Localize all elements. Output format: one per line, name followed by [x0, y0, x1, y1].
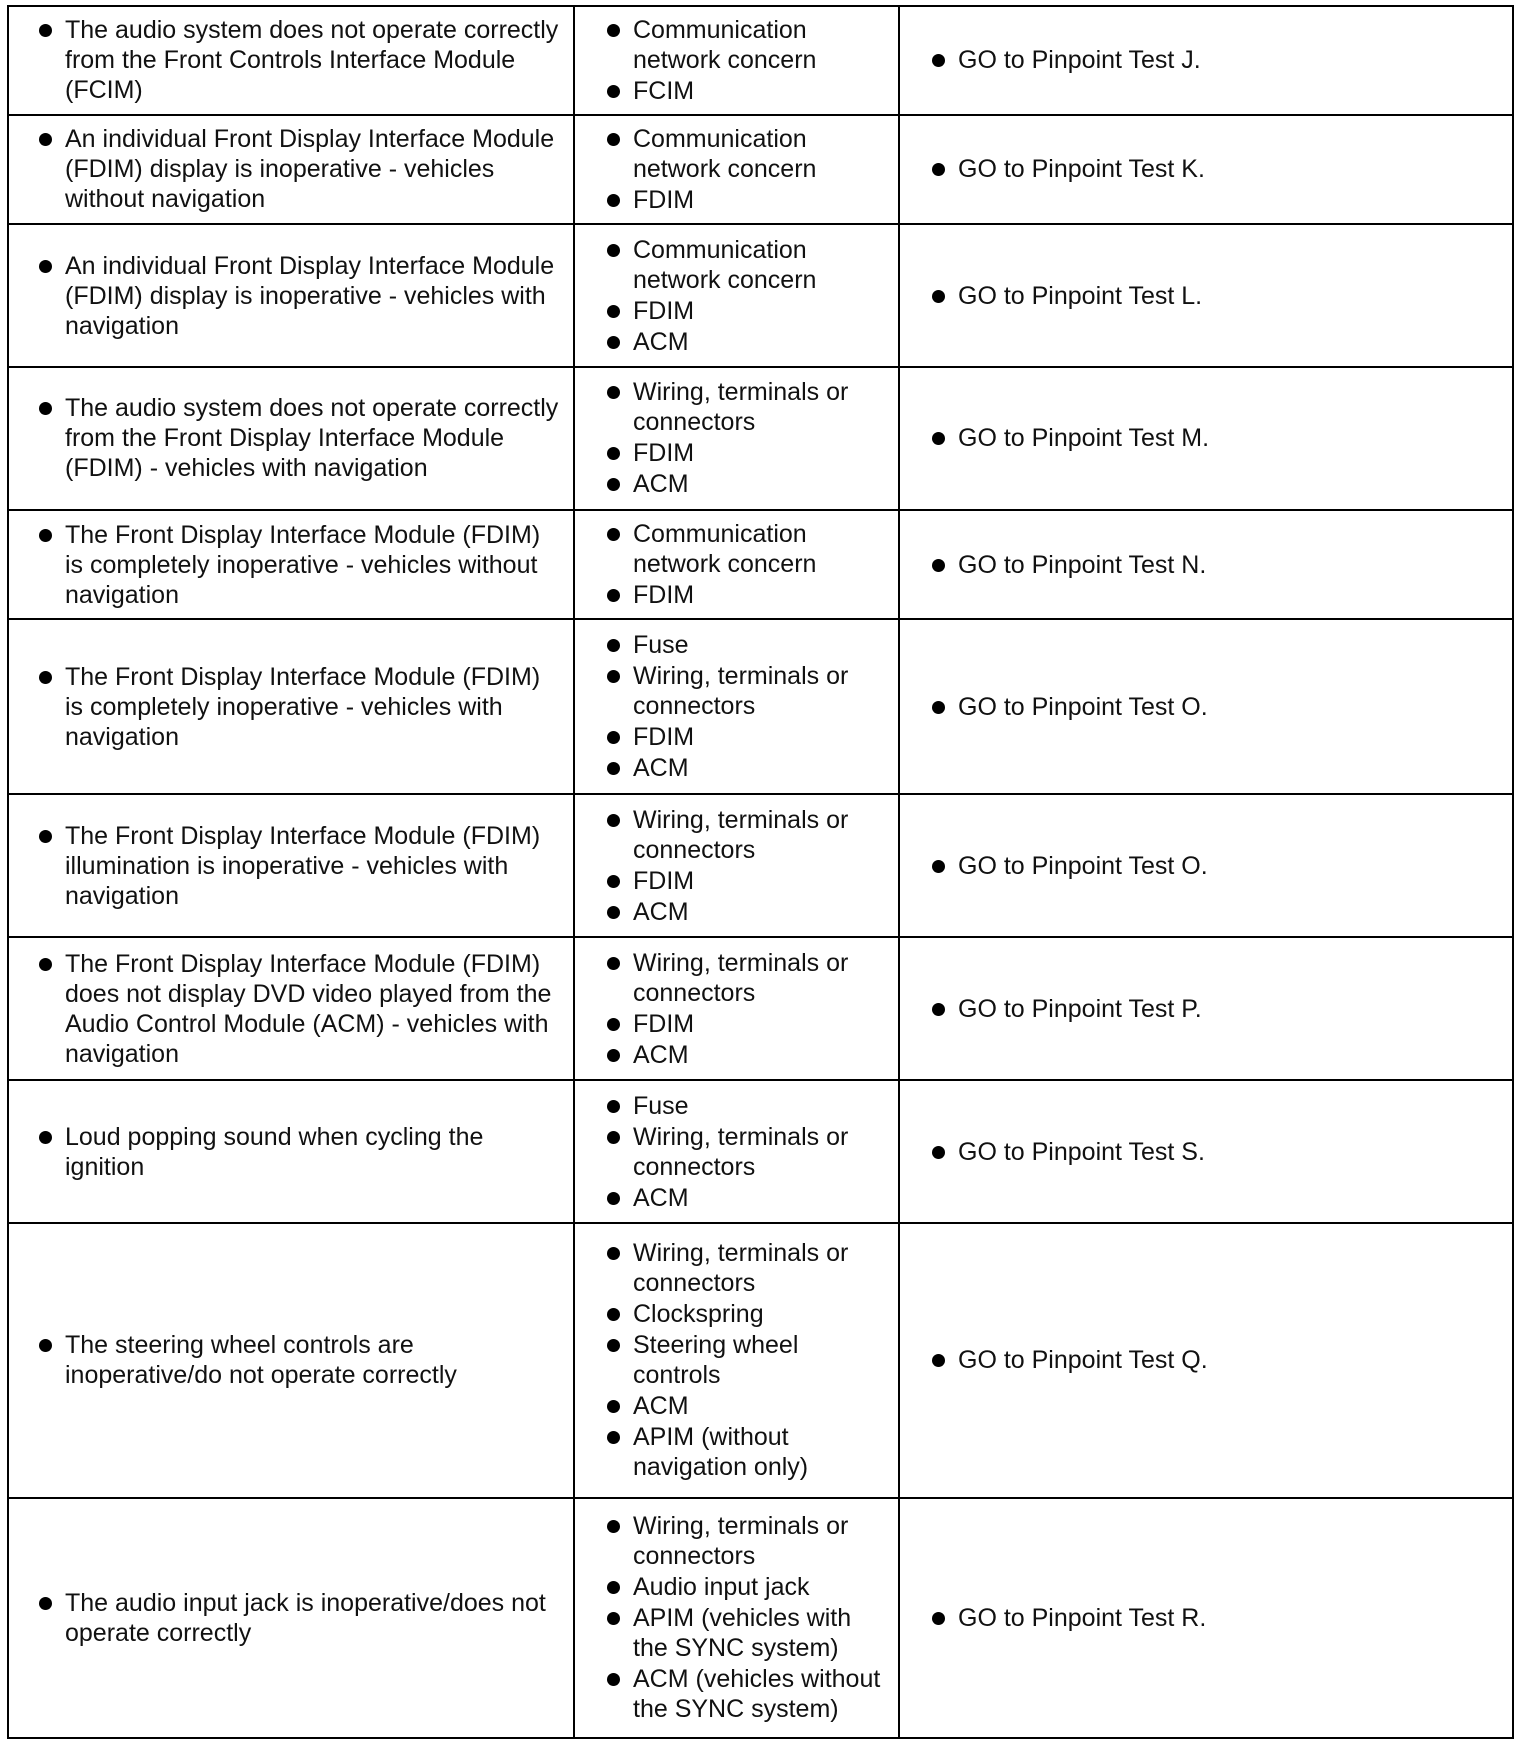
- possible-sources-cell: [574, 367, 899, 510]
- bullet-icon: [607, 85, 620, 98]
- table-row: [8, 224, 1513, 367]
- possible-source-item: [633, 124, 892, 184]
- bullet-icon: [607, 447, 620, 460]
- action-item-text: GO to Pinpoint Test P.: [958, 994, 1202, 1023]
- bullet-icon: [607, 589, 620, 602]
- possible-source-item-text: Communication network concern: [633, 235, 817, 294]
- possible-source-item-text: Fuse: [633, 1091, 689, 1120]
- table-row: [8, 794, 1513, 937]
- action-item-text: GO to Pinpoint Test O.: [958, 692, 1208, 721]
- symptom-list: [9, 393, 573, 483]
- bullet-icon: [39, 529, 52, 542]
- possible-source-item-text: Wiring, terminals or connectors: [633, 378, 849, 437]
- bullet-icon: [607, 528, 620, 541]
- possible-sources-list: [575, 124, 898, 215]
- table-row: [8, 619, 1513, 794]
- possible-sources-cell: [574, 510, 899, 620]
- bullet-icon: [932, 559, 945, 572]
- possible-source-item-text: ACM: [633, 897, 689, 926]
- action-item-text: GO to Pinpoint Test O.: [958, 851, 1208, 880]
- symptom-item: [65, 124, 565, 214]
- possible-source-item: [633, 805, 892, 865]
- symptom-cell: [8, 1080, 574, 1223]
- bullet-icon: [607, 762, 620, 775]
- symptom-list: [9, 1330, 573, 1390]
- possible-source-item: [633, 580, 892, 610]
- table-row: [8, 6, 1513, 115]
- possible-source-item-text: Wiring, terminals or connectors: [633, 948, 849, 1007]
- possible-source-item-text: Wiring, terminals or connectors: [633, 1122, 849, 1181]
- bullet-icon: [607, 1673, 620, 1686]
- symptom-cell: [8, 115, 574, 225]
- possible-sources-list: [575, 15, 898, 106]
- possible-source-item-text: Wiring, terminals or connectors: [633, 1239, 849, 1298]
- possible-source-item: [633, 753, 892, 783]
- possible-source-item-text: FDIM: [633, 296, 695, 325]
- symptom-item-text: The Front Display Interface Module (FDIM) is completely inoperative - vehicles with navigation: [65, 662, 541, 751]
- bullet-icon: [607, 1131, 620, 1144]
- action-item-text: GO to Pinpoint Test J.: [958, 46, 1201, 75]
- bullet-icon: [39, 1339, 52, 1352]
- action-item-text: GO to Pinpoint Test Q.: [958, 1346, 1208, 1375]
- bullet-icon: [39, 24, 52, 37]
- table-row: [8, 1080, 1513, 1223]
- possible-sources-list: [575, 235, 898, 357]
- action-cell: [899, 115, 1513, 225]
- bullet-icon: [607, 305, 620, 318]
- action-item: [958, 281, 1512, 311]
- symptom-item-text: The steering wheel controls are inoperative/do not operate correctly: [65, 1331, 457, 1390]
- possible-source-item: [633, 519, 892, 579]
- bullet-icon: [607, 1308, 620, 1321]
- bullet-icon: [932, 860, 945, 873]
- action-item: [958, 45, 1512, 75]
- action-item: [958, 1137, 1512, 1167]
- table-row: [8, 367, 1513, 510]
- action-item-text: GO to Pinpoint Test K.: [958, 155, 1205, 184]
- bullet-icon: [607, 1100, 620, 1113]
- bullet-icon: [607, 1192, 620, 1205]
- bullet-icon: [607, 1612, 620, 1625]
- action-list: [900, 1603, 1512, 1633]
- symptom-list: [9, 520, 573, 610]
- bullet-icon: [607, 386, 620, 399]
- action-list: [900, 1345, 1512, 1375]
- symptom-item-text: An individual Front Display Interface Module (FDIM) display is inoperative - vehicles with navigation: [65, 251, 555, 340]
- bullet-icon: [39, 958, 52, 971]
- bullet-icon: [607, 1049, 620, 1062]
- action-cell: [899, 1223, 1513, 1498]
- symptom-list: [9, 949, 573, 1069]
- possible-source-item: [633, 235, 892, 295]
- bullet-icon: [932, 1003, 945, 1016]
- possible-source-item: [633, 1603, 892, 1663]
- symptom-list: [9, 1588, 573, 1648]
- bullet-icon: [932, 1146, 945, 1159]
- symptom-list: [9, 662, 573, 752]
- symptom-item: [65, 1588, 565, 1648]
- possible-sources-list: [575, 519, 898, 610]
- possible-sources-list: [575, 1091, 898, 1213]
- possible-sources-cell: [574, 6, 899, 115]
- action-cell: [899, 1080, 1513, 1223]
- bullet-icon: [39, 1597, 52, 1610]
- action-item: [958, 154, 1512, 184]
- symptom-cell: [8, 510, 574, 620]
- bullet-icon: [932, 163, 945, 176]
- bullet-icon: [607, 133, 620, 146]
- symptom-list: [9, 15, 573, 105]
- possible-source-item: [633, 661, 892, 721]
- action-cell: [899, 510, 1513, 620]
- possible-source-item-text: ACM: [633, 754, 689, 783]
- symptom-item: [65, 821, 565, 911]
- symptom-item: [65, 15, 565, 105]
- action-list: [900, 994, 1512, 1024]
- action-list: [900, 550, 1512, 580]
- possible-sources-cell: [574, 794, 899, 937]
- possible-source-item-text: Audio input jack: [633, 1573, 810, 1602]
- bullet-icon: [932, 432, 945, 445]
- bullet-icon: [607, 670, 620, 683]
- bullet-icon: [607, 731, 620, 744]
- possible-source-item: [633, 1511, 892, 1571]
- possible-source-item-text: Fuse: [633, 631, 689, 660]
- symptom-cell: [8, 1498, 574, 1738]
- possible-source-item: [633, 1238, 892, 1298]
- symptom-list: [9, 124, 573, 214]
- possible-source-item-text: FDIM: [633, 1009, 695, 1038]
- possible-sources-list: [575, 377, 898, 499]
- action-list: [900, 851, 1512, 881]
- possible-source-item: [633, 1664, 892, 1724]
- symptom-item: [65, 520, 565, 610]
- possible-source-item-text: APIM (vehicles with the SYNC system): [633, 1604, 852, 1663]
- symptom-item: [65, 949, 565, 1069]
- possible-source-item: [633, 1091, 892, 1121]
- table-row: [8, 1498, 1513, 1738]
- symptom-item-text: The Front Display Interface Module (FDIM) does not display DVD video played from the Audio Control Module (ACM) - vehicles with navigation: [65, 949, 552, 1068]
- action-item: [958, 851, 1512, 881]
- bullet-icon: [607, 906, 620, 919]
- symptom-item: [65, 251, 565, 341]
- possible-source-item-text: FDIM: [633, 866, 695, 895]
- bullet-icon: [932, 290, 945, 303]
- table-row: [8, 510, 1513, 620]
- possible-source-item-text: Communication network concern: [633, 124, 817, 183]
- possible-source-item: [633, 866, 892, 896]
- bullet-icon: [39, 1131, 52, 1144]
- possible-source-item-text: FDIM: [633, 185, 695, 214]
- symptom-list: [9, 1122, 573, 1182]
- possible-source-item-text: Communication network concern: [633, 520, 817, 579]
- possible-source-item-text: Wiring, terminals or connectors: [633, 805, 849, 864]
- table-row: [8, 1223, 1513, 1498]
- possible-source-item: [633, 897, 892, 927]
- possible-source-item-text: Clockspring: [633, 1300, 764, 1329]
- possible-sources-cell: [574, 1498, 899, 1738]
- possible-source-item-text: APIM (without navigation only): [633, 1423, 809, 1482]
- bullet-icon: [607, 244, 620, 257]
- possible-source-item: [633, 185, 892, 215]
- possible-sources-cell: [574, 619, 899, 794]
- bullet-icon: [932, 1354, 945, 1367]
- possible-sources-cell: [574, 224, 899, 367]
- action-item: [958, 1603, 1512, 1633]
- symptom-item-text: Loud popping sound when cycling the ignition: [65, 1122, 484, 1181]
- action-list: [900, 154, 1512, 184]
- possible-source-item: [633, 1183, 892, 1213]
- symptom-item-text: The audio system does not operate correctly from the Front Display Interface Module (FDIM) - vehicles with navigation: [65, 394, 559, 483]
- bullet-icon: [607, 1400, 620, 1413]
- symptom-item-text: The Front Display Interface Module (FDIM) illumination is inoperative - vehicles with navigation: [65, 821, 541, 910]
- symptom-chart-table: [7, 5, 1514, 1739]
- possible-source-item: [633, 1122, 892, 1182]
- possible-source-item-text: ACM (vehicles without the SYNC system): [633, 1665, 881, 1724]
- table-row: [8, 115, 1513, 225]
- bullet-icon: [607, 336, 620, 349]
- bullet-icon: [39, 402, 52, 415]
- symptom-item: [65, 1122, 565, 1182]
- possible-source-item: [633, 1040, 892, 1070]
- possible-sources-cell: [574, 937, 899, 1080]
- possible-source-item: [633, 630, 892, 660]
- symptom-cell: [8, 937, 574, 1080]
- possible-source-item: [633, 722, 892, 752]
- possible-sources-list: [575, 630, 898, 783]
- symptom-item-text: The Front Display Interface Module (FDIM) is completely inoperative - vehicles without navigation: [65, 520, 541, 609]
- symptom-cell: [8, 367, 574, 510]
- bullet-icon: [607, 1431, 620, 1444]
- possible-source-item-text: FDIM: [633, 723, 695, 752]
- symptom-cell: [8, 794, 574, 937]
- symptom-list: [9, 821, 573, 911]
- table-row: [8, 937, 1513, 1080]
- action-list: [900, 423, 1512, 453]
- possible-source-item: [633, 15, 892, 75]
- table-body: [8, 6, 1513, 1738]
- possible-source-item: [633, 76, 892, 106]
- possible-source-item: [633, 1391, 892, 1421]
- possible-sources-cell: [574, 1223, 899, 1498]
- action-list: [900, 692, 1512, 722]
- symptom-cell: [8, 1223, 574, 1498]
- bullet-icon: [607, 1247, 620, 1260]
- action-cell: [899, 367, 1513, 510]
- bullet-icon: [607, 1018, 620, 1031]
- possible-source-item-text: FDIM: [633, 581, 695, 610]
- action-cell: [899, 6, 1513, 115]
- action-item-text: GO to Pinpoint Test L.: [958, 281, 1203, 310]
- possible-source-item: [633, 377, 892, 437]
- symptom-item: [65, 1330, 565, 1390]
- action-item: [958, 994, 1512, 1024]
- possible-sources-list: [575, 1238, 898, 1482]
- bullet-icon: [39, 260, 52, 273]
- bullet-icon: [607, 478, 620, 491]
- possible-source-item-text: Wiring, terminals or connectors: [633, 662, 849, 721]
- action-cell: [899, 794, 1513, 937]
- action-item-text: GO to Pinpoint Test R.: [958, 1603, 1207, 1632]
- action-list: [900, 281, 1512, 311]
- possible-source-item: [633, 1422, 892, 1482]
- bullet-icon: [607, 814, 620, 827]
- possible-source-item-text: Wiring, terminals or connectors: [633, 1512, 849, 1571]
- bullet-icon: [607, 1520, 620, 1533]
- bullet-icon: [39, 671, 52, 684]
- possible-source-item: [633, 469, 892, 499]
- possible-source-item-text: ACM: [633, 470, 689, 499]
- bullet-icon: [607, 1339, 620, 1352]
- possible-source-item-text: ACM: [633, 1040, 689, 1069]
- bullet-icon: [932, 54, 945, 67]
- action-item-text: GO to Pinpoint Test M.: [958, 424, 1210, 453]
- possible-source-item-text: Steering wheel controls: [633, 1331, 799, 1390]
- action-list: [900, 1137, 1512, 1167]
- action-list: [900, 45, 1512, 75]
- bullet-icon: [39, 133, 52, 146]
- bullet-icon: [932, 1612, 945, 1625]
- bullet-icon: [932, 701, 945, 714]
- bullet-icon: [607, 194, 620, 207]
- bullet-icon: [607, 875, 620, 888]
- bullet-icon: [607, 639, 620, 652]
- action-item-text: GO to Pinpoint Test S.: [958, 1137, 1205, 1166]
- possible-source-item-text: FDIM: [633, 439, 695, 468]
- possible-source-item: [633, 296, 892, 326]
- symptom-item-text: The audio system does not operate correctly from the Front Controls Interface Module (FCIM): [65, 16, 559, 105]
- action-item-text: GO to Pinpoint Test N.: [958, 550, 1207, 579]
- possible-source-item: [633, 327, 892, 357]
- possible-sources-list: [575, 805, 898, 927]
- symptom-item-text: An individual Front Display Interface Module (FDIM) display is inoperative - vehicles without navigation: [65, 125, 555, 214]
- possible-sources-cell: [574, 115, 899, 225]
- bullet-icon: [607, 957, 620, 970]
- possible-sources-list: [575, 1511, 898, 1724]
- action-cell: [899, 224, 1513, 367]
- action-item: [958, 423, 1512, 453]
- possible-source-item-text: ACM: [633, 1392, 689, 1421]
- action-item: [958, 1345, 1512, 1375]
- possible-sources-list: [575, 948, 898, 1070]
- bullet-icon: [607, 1581, 620, 1594]
- possible-source-item: [633, 1009, 892, 1039]
- possible-source-item-text: FCIM: [633, 76, 695, 105]
- possible-source-item: [633, 1330, 892, 1390]
- symptom-item: [65, 662, 565, 752]
- action-cell: [899, 937, 1513, 1080]
- bullet-icon: [607, 24, 620, 37]
- possible-source-item: [633, 948, 892, 1008]
- symptom-item-text: The audio input jack is inoperative/does not operate correctly: [65, 1588, 546, 1647]
- action-cell: [899, 1498, 1513, 1738]
- symptom-cell: [8, 224, 574, 367]
- possible-source-item: [633, 1299, 892, 1329]
- possible-source-item: [633, 1572, 892, 1602]
- symptom-cell: [8, 619, 574, 794]
- possible-source-item-text: Communication network concern: [633, 15, 817, 74]
- possible-source-item-text: ACM: [633, 1183, 689, 1212]
- symptom-item: [65, 393, 565, 483]
- possible-sources-cell: [574, 1080, 899, 1223]
- action-cell: [899, 619, 1513, 794]
- symptom-list: [9, 251, 573, 341]
- action-item: [958, 692, 1512, 722]
- action-item: [958, 550, 1512, 580]
- symptom-cell: [8, 6, 574, 115]
- possible-source-item-text: ACM: [633, 327, 689, 356]
- possible-source-item: [633, 438, 892, 468]
- bullet-icon: [39, 830, 52, 843]
